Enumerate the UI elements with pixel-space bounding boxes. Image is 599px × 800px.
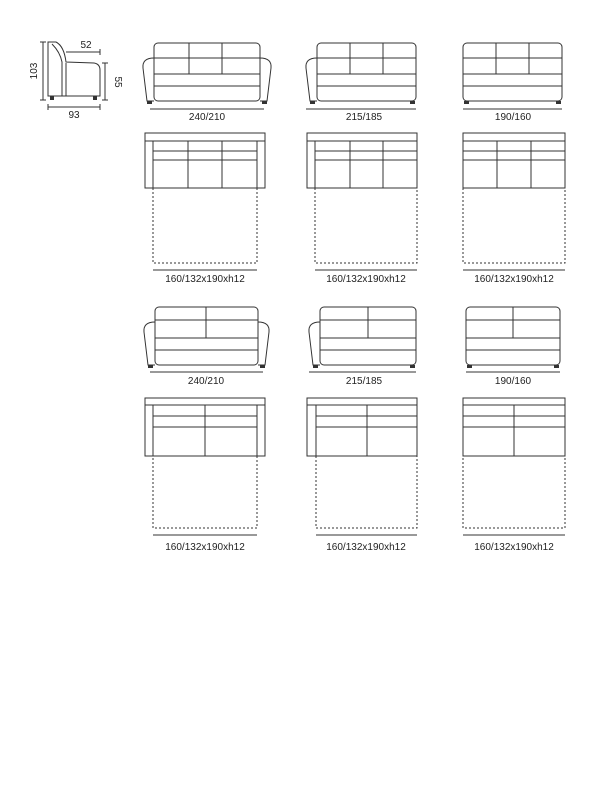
front-view-2-seat-both-arms (144, 307, 269, 387)
width-label: 240/210 (187, 376, 225, 387)
side-backrest-curve (52, 44, 62, 96)
width-label: 190/160 (494, 112, 532, 123)
foot (147, 101, 152, 104)
side-foot (50, 96, 54, 100)
width-label: 190/160 (494, 376, 532, 387)
width-label: 215/185 (345, 376, 383, 387)
foot (148, 365, 153, 368)
seat-height-label: 55 (112, 76, 123, 88)
foot (313, 365, 318, 368)
width-label: 215/185 (345, 112, 383, 123)
unfolded-bed-outline (153, 456, 257, 528)
unfolded-bed-outline (316, 456, 417, 528)
bed-size-label: 160/132x190xh12 (326, 542, 406, 553)
bed-view-3-seat-both-arms (145, 133, 265, 285)
side-foot (93, 96, 97, 100)
foot (554, 365, 559, 368)
unfolded-bed-outline (463, 456, 565, 528)
front-view-3-seat-both-arms (143, 43, 271, 123)
left-armrest (144, 322, 155, 365)
foot (467, 365, 472, 368)
foot (464, 101, 469, 104)
height-label: 103 (29, 62, 40, 80)
bed-view-3-seat-no-arms (463, 133, 565, 285)
unfolded-bed-outline (315, 188, 417, 263)
front-view-3-seat-left-arm (306, 43, 416, 123)
left-armrest (306, 58, 317, 101)
foot (262, 101, 267, 104)
seat-depth-label: 52 (80, 40, 92, 51)
width-label: 240/210 (188, 112, 226, 123)
bed-size-label: 160/132x190xh12 (165, 542, 245, 553)
foot (556, 101, 561, 104)
side-profile-outline (48, 42, 100, 96)
bed-size-label: 160/132x190xh12 (326, 274, 406, 285)
depth-label: 93 (68, 110, 80, 121)
unfolded-bed-outline (153, 188, 257, 263)
unfolded-bed-outline (463, 188, 565, 263)
bed-size-label: 160/132x190xh12 (474, 542, 554, 553)
foot (410, 101, 415, 104)
bed-view-2-seat-left-arm (307, 398, 417, 553)
bed-view-3-seat-left-arm (307, 133, 417, 285)
left-armrest (309, 322, 320, 365)
foot (410, 365, 415, 368)
left-armrest (143, 58, 154, 101)
bed-view-2-seat-no-arms (463, 398, 565, 553)
bed-view-2-seat-both-arms (145, 398, 265, 553)
right-armrest (260, 58, 271, 101)
front-view-3-seat-no-arms (463, 43, 562, 123)
right-armrest (258, 322, 269, 365)
front-view-2-seat-no-arms (466, 307, 560, 387)
foot (310, 101, 315, 104)
bed-size-label: 160/132x190xh12 (165, 274, 245, 285)
bed-size-label: 160/132x190xh12 (474, 274, 554, 285)
foot (260, 365, 265, 368)
side-view (29, 40, 123, 121)
front-view-2-seat-left-arm (309, 307, 416, 387)
